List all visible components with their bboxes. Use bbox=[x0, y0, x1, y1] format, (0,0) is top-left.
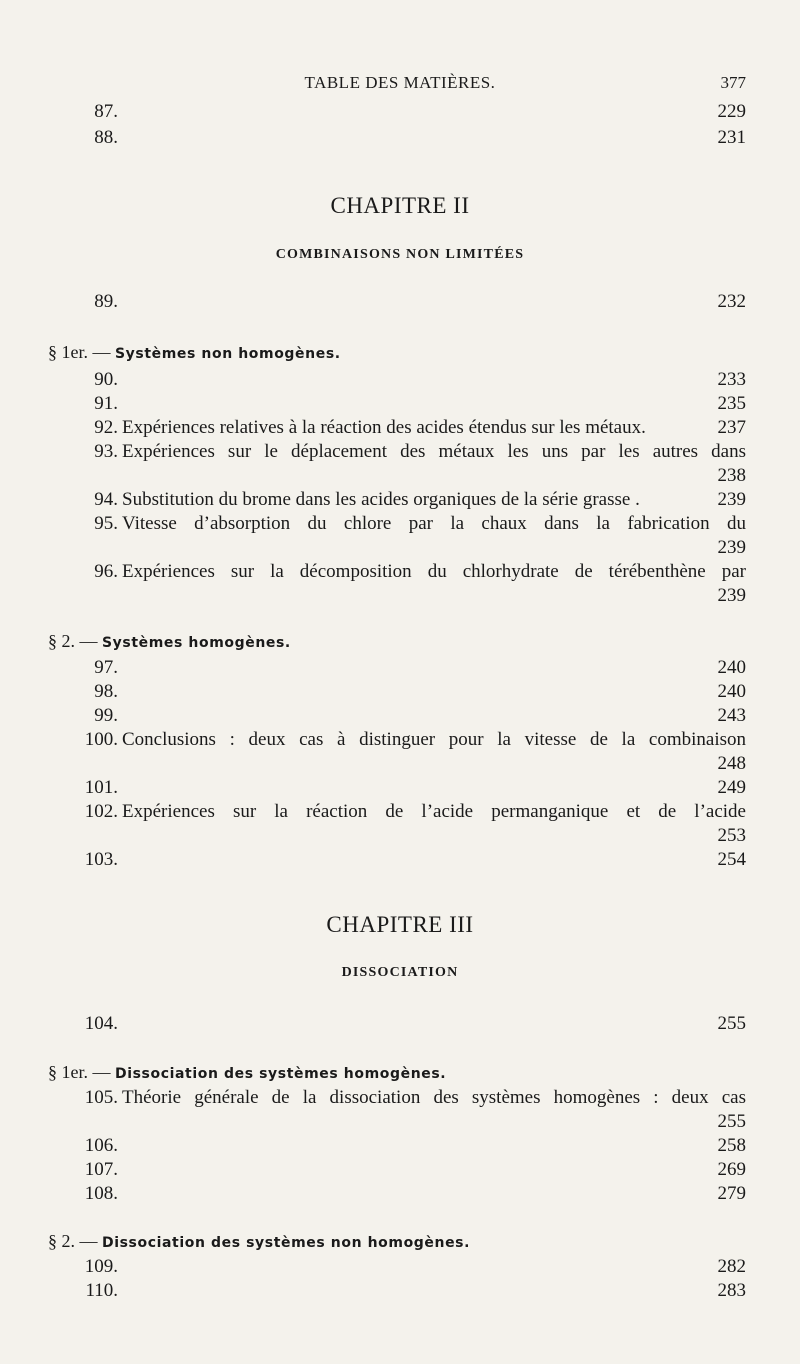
section-mark: § 1er. — bbox=[48, 342, 111, 362]
entry-page: 240 bbox=[706, 656, 746, 680]
toc-entry-98 bbox=[80, 680, 746, 704]
entry-page: 248 bbox=[706, 752, 746, 776]
entry-number: 91. bbox=[94, 393, 118, 414]
section-mark: § 2. — bbox=[48, 1231, 98, 1251]
toc-entry-93 bbox=[80, 440, 746, 464]
toc-entry-109 bbox=[80, 1255, 746, 1279]
toc-entry-102 bbox=[80, 800, 746, 824]
entry-page: 238 bbox=[706, 464, 746, 488]
entry-number: 110. bbox=[85, 1280, 118, 1301]
entry-page: 255 bbox=[706, 1110, 746, 1134]
entry-text: Expériences sur la décomposition du chlorhydrate de térébenthène par bbox=[122, 561, 746, 582]
entry-text: Théorie générale de la dissociation des systèmes homogènes : deux cas bbox=[122, 1087, 746, 1108]
toc-entry-110 bbox=[80, 1279, 746, 1303]
entry-text: Expériences relatives à la réaction des acides étendus sur les métaux. bbox=[122, 417, 646, 438]
chapter-ii-subtitle: COMBINAISONS NON LIMITÉES bbox=[275, 247, 525, 262]
entry-page: 233 bbox=[706, 368, 746, 392]
entry-text: Substitution du brome dans les acides organiques de la série grasse . bbox=[122, 489, 640, 510]
toc-entry-107 bbox=[80, 1158, 746, 1182]
entry-number: 90. bbox=[94, 369, 118, 390]
chapter-iii-title: CHAPITRE III bbox=[326, 912, 474, 937]
section-2-heading bbox=[48, 631, 291, 652]
entry-page: 253 bbox=[706, 824, 746, 848]
entry-page: 240 bbox=[706, 680, 746, 704]
entry-number: 89. bbox=[94, 291, 118, 312]
toc-entry-106 bbox=[80, 1134, 746, 1158]
entry-number: 95. bbox=[94, 513, 118, 534]
entry-number: 87. bbox=[94, 101, 118, 122]
toc-entry-94 bbox=[80, 488, 746, 512]
entry-number: 108. bbox=[84, 1183, 118, 1204]
toc-entry-99 bbox=[80, 704, 746, 728]
toc-entry-95 bbox=[80, 512, 746, 536]
toc-entry-108 bbox=[80, 1182, 746, 1206]
entry-page: 254 bbox=[706, 848, 746, 872]
chapter-ii-title: CHAPITRE II bbox=[330, 193, 470, 218]
entry-number: 92. bbox=[94, 417, 118, 438]
entry-page: 255 bbox=[706, 1012, 746, 1036]
toc-entry-100-continued bbox=[122, 752, 746, 776]
running-title: TABLE DES MATIÈRES. bbox=[304, 73, 496, 92]
entry-number: 104. bbox=[84, 1013, 118, 1034]
entry-page: 239 bbox=[706, 488, 746, 512]
entry-number: 103. bbox=[84, 849, 118, 870]
entry-page: 235 bbox=[706, 392, 746, 416]
toc-entry-105 bbox=[80, 1086, 746, 1110]
entry-page: 283 bbox=[706, 1279, 746, 1303]
entry-page: 239 bbox=[706, 584, 746, 608]
toc-entry-87 bbox=[80, 100, 746, 124]
page-number: 377 bbox=[720, 73, 746, 92]
toc-entry-89 bbox=[80, 290, 746, 314]
entry-number: 96. bbox=[94, 561, 118, 582]
section-mark: § 2. — bbox=[48, 631, 98, 651]
entry-page: 269 bbox=[706, 1158, 746, 1182]
entry-page: 282 bbox=[706, 1255, 746, 1279]
section-title: Systèmes non homogènes. bbox=[115, 346, 341, 362]
entry-number: 105. bbox=[84, 1087, 118, 1108]
toc-entry-97 bbox=[80, 656, 746, 680]
toc-entry-93-continued bbox=[122, 464, 746, 488]
toc-entry-103 bbox=[80, 848, 746, 872]
section-4-heading bbox=[48, 1231, 470, 1252]
entry-page: 229 bbox=[706, 100, 746, 124]
section-3-heading bbox=[48, 1062, 446, 1083]
toc-entry-100 bbox=[80, 728, 746, 752]
section-title: Systèmes homogènes. bbox=[102, 635, 291, 651]
entry-number: 109. bbox=[84, 1256, 118, 1277]
entry-number: 97. bbox=[94, 657, 118, 678]
entry-page: 243 bbox=[706, 704, 746, 728]
entry-number: 106. bbox=[84, 1135, 118, 1156]
toc-entry-90 bbox=[80, 368, 746, 392]
entry-page: 231 bbox=[706, 126, 746, 150]
entry-number: 98. bbox=[94, 681, 118, 702]
toc-entry-95-continued bbox=[122, 536, 746, 560]
entry-page: 249 bbox=[706, 776, 746, 800]
chapter-iii-subtitle: DISSOCIATION bbox=[341, 965, 459, 980]
toc-entry-88 bbox=[80, 126, 746, 150]
toc-entry-102-continued bbox=[122, 824, 746, 848]
entry-number: 107. bbox=[84, 1159, 118, 1180]
entry-page: 258 bbox=[706, 1134, 746, 1158]
entry-number: 99. bbox=[94, 705, 118, 726]
entry-number: 93. bbox=[94, 441, 118, 462]
entry-page: 239 bbox=[706, 536, 746, 560]
entry-text: Expériences sur le déplacement des métaux les uns par les autres dans bbox=[122, 441, 746, 462]
toc-entry-91 bbox=[80, 392, 746, 416]
toc-entry-101 bbox=[80, 776, 746, 800]
entry-number: 101. bbox=[84, 777, 118, 798]
entry-page: 232 bbox=[706, 290, 746, 314]
section-title: Dissociation des systèmes homogènes. bbox=[115, 1066, 447, 1082]
toc-entry-92 bbox=[80, 416, 746, 440]
toc-entry-96-continued bbox=[122, 584, 746, 608]
toc-entry-96 bbox=[80, 560, 746, 584]
section-1-heading bbox=[48, 342, 341, 363]
entry-page: 279 bbox=[706, 1182, 746, 1206]
entry-number: 102. bbox=[84, 801, 118, 822]
entry-number: 88. bbox=[94, 127, 118, 148]
section-title: Dissociation des systèmes non homogènes. bbox=[102, 1235, 471, 1251]
entry-text: Vitesse d’absorption du chlore par la chaux dans la fabrication du bbox=[122, 513, 746, 534]
toc-entry-105-continued bbox=[122, 1110, 746, 1134]
entry-number: 94. bbox=[94, 489, 118, 510]
section-mark: § 1er. — bbox=[48, 1062, 111, 1082]
entry-text: Expériences sur la réaction de l’acide permanganique et de l’acide bbox=[122, 801, 746, 822]
entry-page: 237 bbox=[706, 416, 746, 440]
entry-text: Conclusions : deux cas à distinguer pour la vitesse de la combinaison bbox=[122, 729, 746, 750]
entry-number: 100. bbox=[84, 729, 118, 750]
toc-entry-104 bbox=[80, 1012, 746, 1036]
